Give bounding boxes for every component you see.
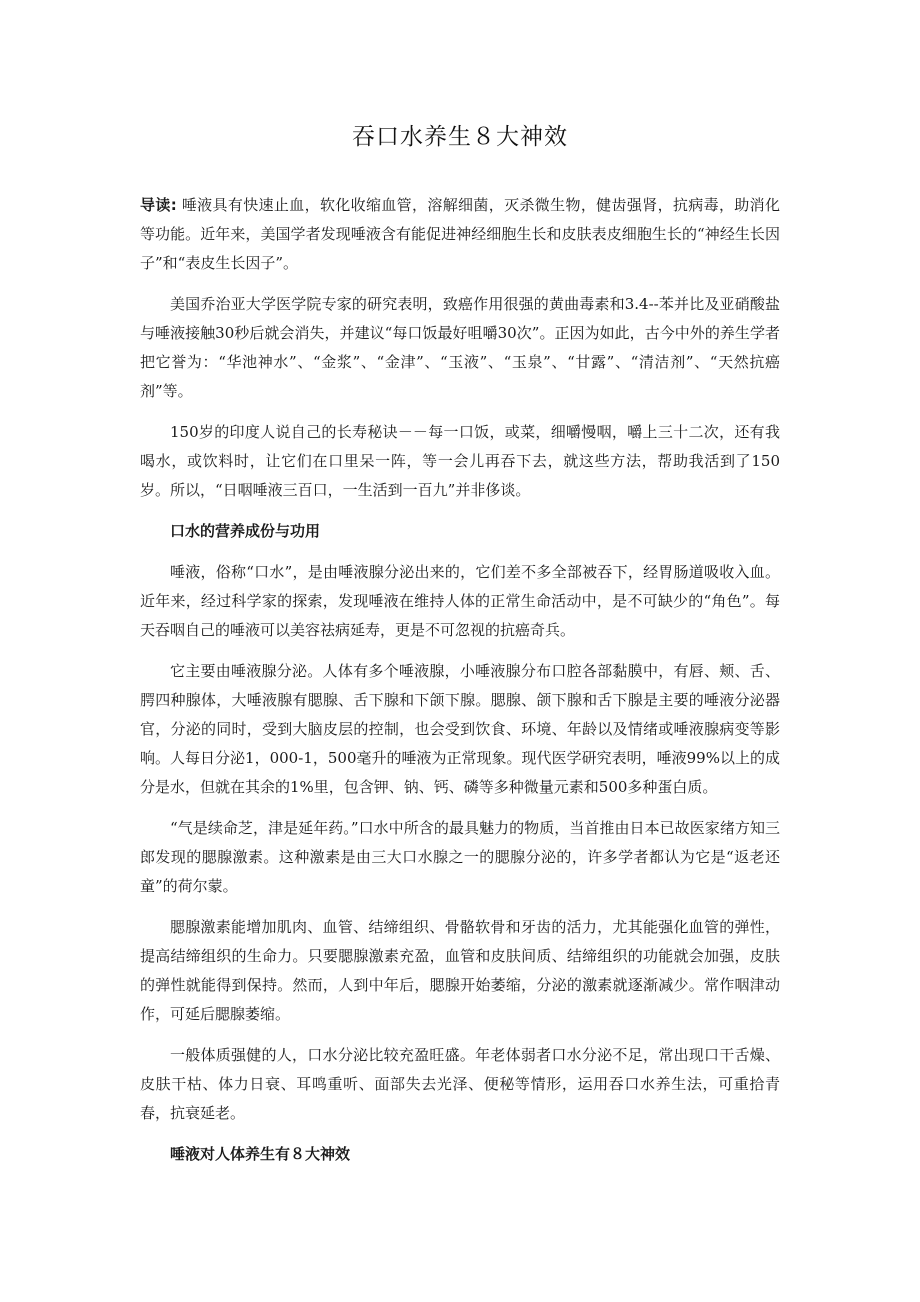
intro-paragraph (140, 191, 780, 278)
paragraph-georgia-study: 美国乔治亚大学医学院专家的研究表明，致癌作用很强的黄曲毒素和3.4--苯并比及亚硝酸盐与唾液接触30秒后就会消失，并建议“每口饭最好咀嚼30次”。正因为如此，古今中外的养生学者把它誉为：“华池神水”、“金浆”、“金津”、“玉液”、“玉泉”、“甘露”、“清洁剂”、“天然抗癌剂”等。 (140, 295, 780, 400)
document-title: 吞口水养生８大神效 (352, 124, 568, 150)
paragraph-hormone-effects: 腮腺激素能增加肌肉、血管、结缔组织、骨骼软骨和牙齿的活力，尤其能强化血管的弹性，提高结缔组织的生命力。只要腮腺激素充盈，血管和皮肤间质、结缔组织的功能就会加强，皮肤的弹性就能得到保持。然而，人到中年后，腮腺开始萎缩，分泌的激素就逐渐减少。常作咽津动作，可延后腮腺萎缩。 (140, 918, 780, 1023)
paragraph-saliva-definition: 唾液，俗称“口水”，是由唾液腺分泌出来的，它们差不多全部被吞下，经胃肠道吸收入血。近年来，经过科学家的探索，发现唾液在维持人体的正常生命活动中，是不可缺少的“角色”。每天吞咽自己的唾液可以美容祛病延寿，更是不可忽视的抗癌奇兵。 (140, 563, 780, 639)
intro-label: 导读: (140, 196, 177, 214)
paragraph-indian-longevity: 150岁的印度人说自己的长寿秘诀－－每一口饭，或菜，细嚼慢咽，嚼上三十二次，还有我喝水，或饮料时，让它们在口里呆一阵，等一会儿再吞下去，就这些方法，帮助我活到了150岁。所以，“日咽唾液三百口，一生活到一百九”并非侈谈。 (140, 423, 780, 499)
intro-text: 唾液具有快速止血，软化收缩血管，溶解细菌，灭杀微生物，健齿强肾，抗病毒，助消化等功能。近年来，美国学者发现唾液含有能促进神经细胞生长和皮肤表皮细胞生长的“神经生长因子”和“表皮生长因子”。 (140, 196, 781, 272)
paragraph-constitution: 一般体质强健的人，口水分泌比较充盈旺盛。年老体弱者口水分泌不足，常出现口干舌燥、皮肤干枯、体力日衰、耳鸣重听、面部失去光泽、便秘等情形，运用吞口水养生法，可重拾青春，抗衰延老。 (140, 1046, 780, 1122)
paragraph-saliva-glands: 它主要由唾液腺分泌。人体有多个唾液腺，小唾液腺分布口腔各部黏膜中，有唇、颊、舌、腭四种腺体，大唾液腺有腮腺、舌下腺和下颌下腺。腮腺、颌下腺和舌下腺是主要的唾液分泌器官，分泌的同时，受到大脑皮层的控制，也会受到饮食、环境、年龄以及情绪或唾液腺病变等影响。人每日分泌1，000-1，500毫升的唾液为正常现象。现代医学研究表明，唾液99%以上的成分是水，但就在其余的1%里，包含钾、钠、钙、磷等多种微量元素和500多种蛋白质。 (140, 662, 780, 796)
paragraph-parotid-hormone: “气是续命芝，津是延年药。”口水中所含的最具魅力的物质，当首推由日本已故医家绪方知三郎发现的腮腺激素。这种激素是由三大口水腺之一的腮腺分泌的，许多学者都认为它是“返老还童”的荷尔蒙。 (140, 819, 780, 895)
document-page (140, 118, 780, 1181)
section-heading-eight-effects: 唾液对人体养生有８大神效 (170, 1145, 351, 1163)
section-heading-nutrition: 口水的营养成份与功用 (170, 522, 321, 540)
